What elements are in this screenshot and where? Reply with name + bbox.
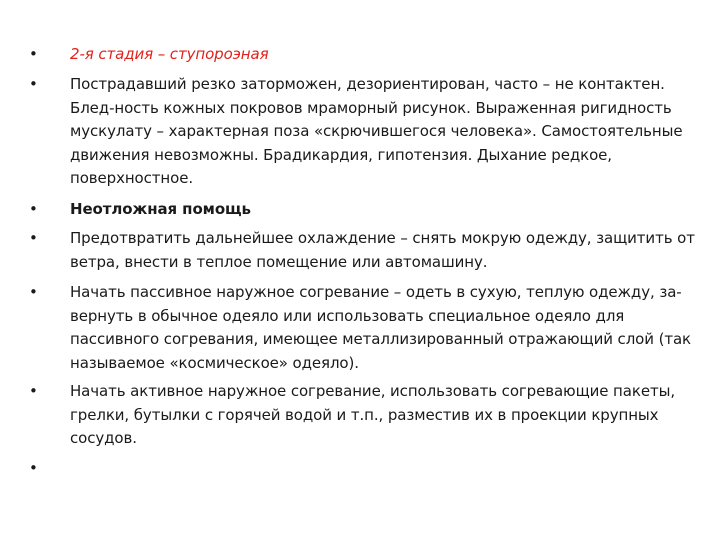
- bullet-icon: •: [29, 75, 38, 93]
- prevent-cooling-text: Предотвратить дальнейшее охлаждение – снять мокрую одежду, защитить от ветра, внести в теплое помещение или автомашину.: [70, 229, 695, 271]
- bullet-icon: •: [29, 459, 38, 477]
- active-warming-text: Начать активное наружное согревание, использовать согревающие пакеты, грелки, бутылки с горячей водой и т.п., разместив их в проекции крупных сосудов.: [70, 382, 675, 447]
- emergency-help-heading: Неотложная помощь: [70, 200, 251, 218]
- passive-warming-text: Начать пассивное наружное согревание – одеть в сухую, теплую одежду, за-вернуть в обычное одеяло или использовать специальное одеяло для пассивного согревания, имеющее металлизированный отражающий слой (так называемое «космическое» одеяло).: [70, 283, 692, 372]
- bullet-icon: •: [29, 45, 38, 63]
- bullet-icon: •: [29, 229, 38, 247]
- stage-heading: 2-я стадия – ступороэная: [70, 45, 269, 63]
- bullet-icon: •: [29, 283, 38, 301]
- bullet-icon: •: [29, 200, 38, 218]
- bullet-icon: •: [29, 382, 38, 400]
- symptoms-text: Пострадавший резко заторможен, дезориентирован, часто – не контактен. Блед-ность кожных покровов мраморный рисунок. Выраженная ригидность мускулату – характерная поза «скрючившегося человека». Самостоятельные движения невозможны. Брадикардия, гипотензия. Дыхание редкое, поверхностное.: [70, 75, 683, 187]
